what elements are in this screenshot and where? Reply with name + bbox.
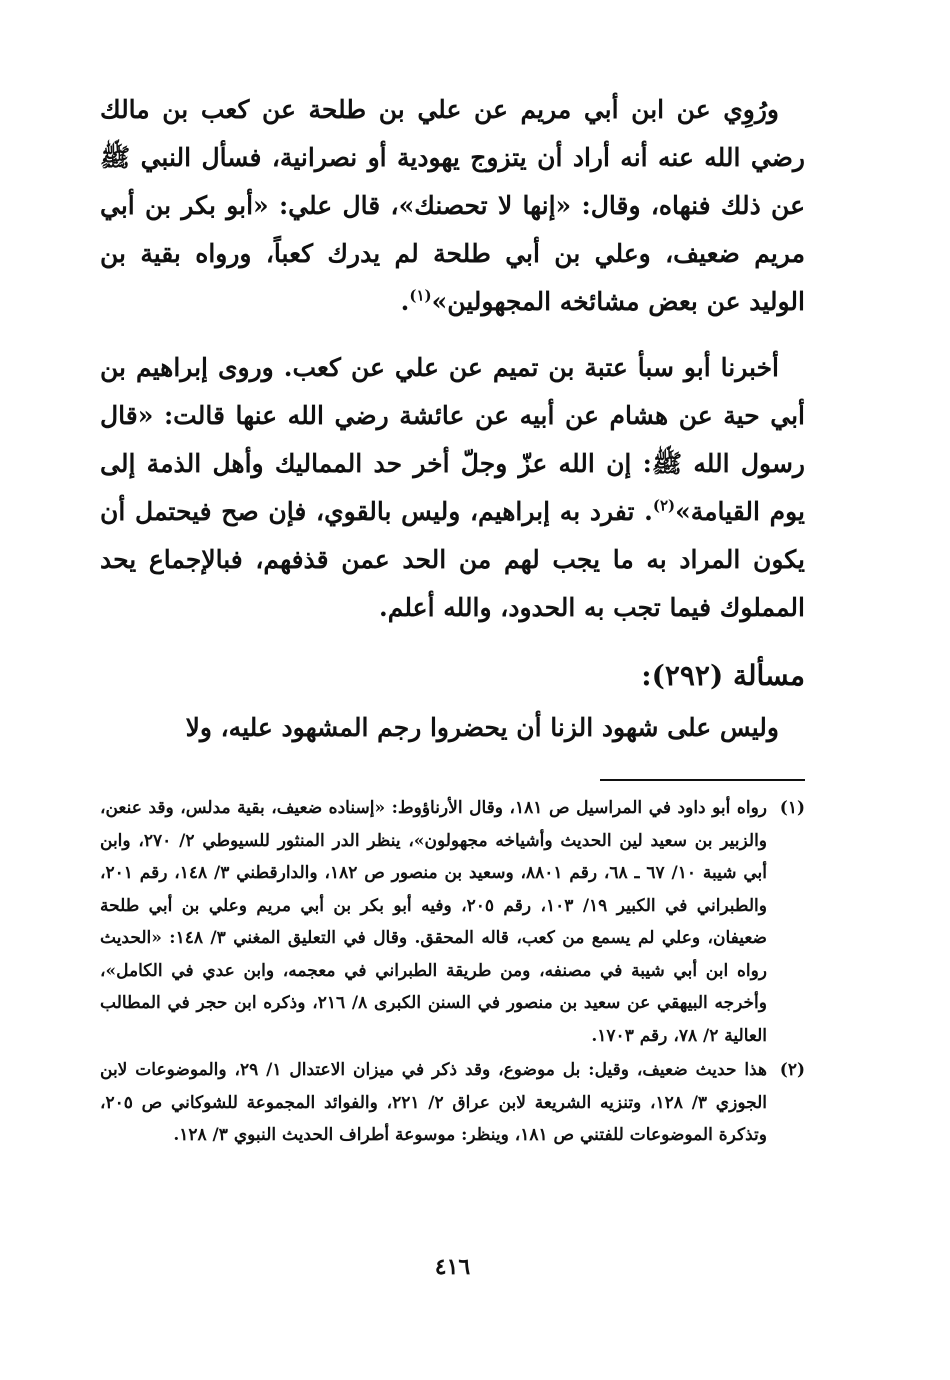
footnote-2 xyxy=(100,1054,805,1152)
footnote-1-number: (١) xyxy=(779,798,805,818)
footnote-1-text: رواه أبو داود في المراسيل ص ١٨١، وقال الأرناؤوط: «إسناده ضعيف، بقية مدلس، وقد عنعن، والزبير بن سعيد لين الحديث وأشياخه مجهولون»، ينظر الدر المنثور للسيوطي ٢/ ٢٧٠، وابن أبي شيبة ١٠/ ٦٧ ـ ٦٨، رقم ٨٨٠١، وسعيد بن منصور ص ١٨٢، والدارقطني ٣/ ١٤٨، رقم ٢٠١، والطبراني في الكبير ١٩/ ١٠٣، رقم ٢٠٥، وفيه أبو بكر بن أبي مريم وعلي بن أبي طلحة ضعيفان، وعلي لم يسمع من كعب، قاله المحقق. وقال في التعليق المغني ٣/ ١٤٨: «الحديث رواه ابن أبي شيبة في مصنفه، ومن طريقة الطبراني في معجمه، وابن عدي في الكامل»، وأخرجه البيهقي عن سعيد بن منصور في السنن الكبرى ٨/ ٢١٦، وذكره ابن حجر في المطالب العالية ٢/ ٧٨، رقم ١٧٠٣. xyxy=(100,798,767,1046)
section-heading: مسألة (٢٩٢): xyxy=(641,659,805,692)
footnote-ref-1[interactable]: (١) xyxy=(409,286,432,305)
paragraph-1-text: ورُوِي عن ابن أبي مريم عن علي بن طلحة عن كعب بن مالك رضي الله عنه أنه أراد أن يتزوج يهودية أو نصرانية، فسأل النبي ﷺ عن ذلك فنهاه، وقال: «إنها لا تحصنك»، قال علي: «أبو بكر بن أبي مريم ضعيف، وعلي بن أبي طلحة لم يدرك كعباً، ورواه بقية بن الوليد عن بعض مشائخه المجهولين» xyxy=(100,95,805,316)
footnote-1 xyxy=(100,792,805,1052)
footnotes-section xyxy=(100,792,805,1154)
footnote-2-text: هذا حديث ضعيف، وقيل: بل موضوع، وقد ذكر في ميزان الاعتدال ١/ ٢٩، والموضوعات لابن الجوزي ٣/ ١٢٨، وتنزيه الشريعة لابن عراق ٢/ ٢٢١، والفوائد المجموعة للشوكاني ص ٢٠٥، وتذكرة الموضوعات للفتني ص ١٨١، وينظر: موسوعة أطراف الحديث النبوي ٣/ ١٢٨. xyxy=(100,1060,767,1145)
paragraph-2-text: أخبرنا أبو سبأ عتبة بن تميم عن علي عن كعب. وروى إبراهيم بن أبي حية عن هشام عن أبيه عن عائشة رضي الله عنها قالت: «قال رسول الله ﷺ: إن الله عزّ وجلّ أخر حد المماليك وأهل الذمة إلى يوم القيامة» xyxy=(100,353,805,526)
page-number: ٤١٦ xyxy=(434,1254,471,1280)
body-paragraph-3: وليس على شهود الزنا أن يحضروا رجم المشهود عليه، ولا xyxy=(185,713,779,742)
paragraph-2-end: . تفرد به إبراهيم، وليس بالقوي، فإن صح فيحتمل أن يكون المراد به ما يجب لهم من الحد عمن قذفهم، فبالإجماع يحد المملوك فيما تجب به الحدود، والله أعلم. xyxy=(100,497,805,622)
paragraph-1-end: . xyxy=(400,287,410,316)
body-paragraph-1 xyxy=(100,86,805,326)
body-paragraph-2 xyxy=(100,344,805,632)
footnote-2-number: (٢) xyxy=(779,1060,805,1080)
page-content xyxy=(100,86,805,1380)
footnote-divider xyxy=(600,779,805,781)
footnote-ref-2[interactable]: (٢) xyxy=(652,496,676,515)
